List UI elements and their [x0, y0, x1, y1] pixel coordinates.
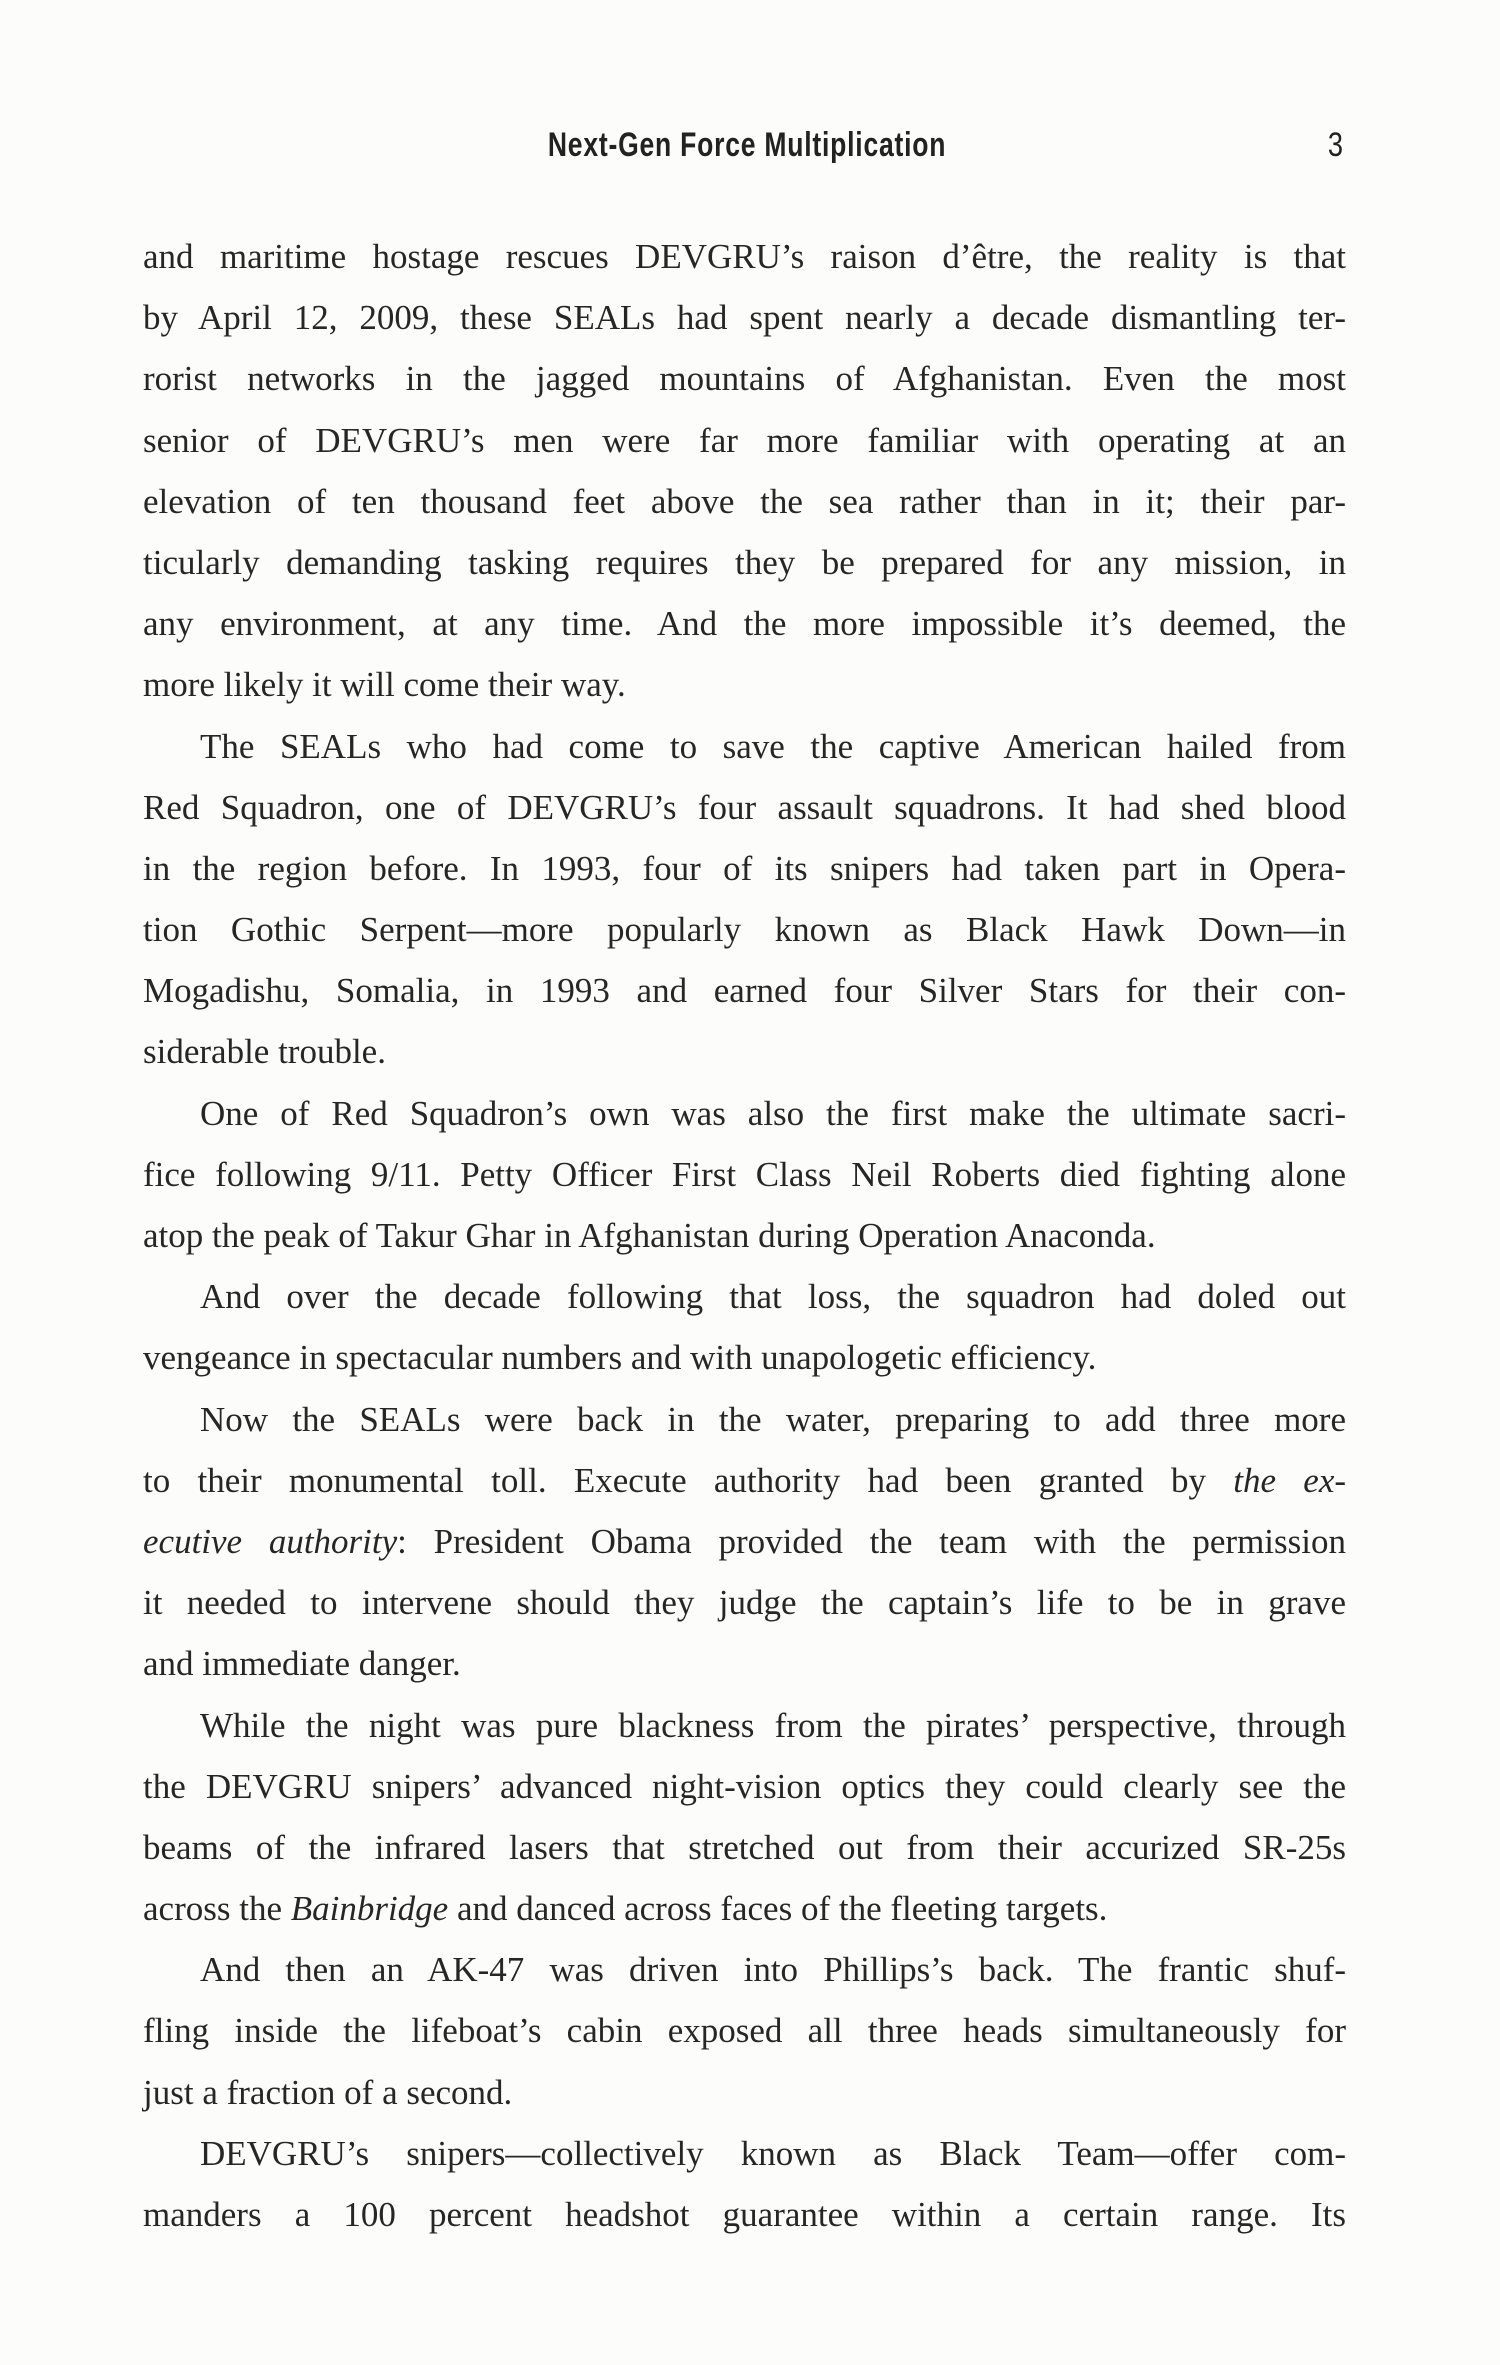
- paragraph: [143, 226, 1346, 716]
- text-line: [143, 287, 1346, 348]
- text-line: [143, 1511, 1346, 1572]
- text-segment: siderable trouble.: [143, 1032, 386, 1072]
- text-segment: fice following 9/11. Petty Officer First Class Neil Roberts died fighting alone: [143, 1154, 1346, 1194]
- text-line: [143, 410, 1346, 471]
- text-segment: Red Squadron, one of DEVGRU’s four assault squadrons. It had shed blood: [143, 787, 1346, 827]
- text-line: [143, 1021, 1346, 1082]
- text-line: [143, 1572, 1346, 1633]
- text-segment: in the region before. In 1993, four of its snipers had taken part in Opera-: [143, 848, 1346, 888]
- running-header: [0, 126, 1500, 172]
- text-segment: And then an AK-47 was driven into Phillips’s back. The frantic shuf-: [200, 1950, 1346, 1990]
- text-segment: Now the SEALs were back in the water, preparing to add three more: [200, 1399, 1346, 1439]
- text-segment: atop the peak of Takur Ghar in Afghanistan during Operation Anaconda.: [143, 1216, 1156, 1255]
- text-segment: rorist networks in the jagged mountains of Afghanistan. Even the most: [143, 359, 1346, 399]
- text-line: [143, 1878, 1346, 1939]
- text-segment: and danced across faces of the fleeting targets.: [448, 1889, 1108, 1929]
- text-line: [143, 1633, 1346, 1694]
- text-segment: and maritime hostage rescues DEVGRU’s raison d’être, the reality is that: [143, 237, 1346, 276]
- paragraph: [143, 1389, 1346, 1695]
- paragraph: [143, 1266, 1346, 1388]
- text-line: [143, 899, 1346, 960]
- text-line: [143, 226, 1346, 287]
- text-line: [143, 532, 1346, 593]
- text-segment: The SEALs who had come to save the captive American hailed from: [200, 726, 1346, 766]
- text-line: [143, 1327, 1346, 1388]
- text-segment: senior of DEVGRU’s men were far more familiar with operating at an: [143, 420, 1346, 460]
- text-segment: by April 12, 2009, these SEALs had spent nearly a decade dismantling ter-: [143, 298, 1346, 338]
- text-segment: : President Obama provided the team with the permission: [397, 1521, 1346, 1561]
- text-segment: tion Gothic Serpent—more popularly known as Black Hawk Down—in: [143, 910, 1346, 950]
- text-line: [143, 2000, 1346, 2061]
- chapter-title: Next-Gen Force Multiplication: [547, 126, 947, 164]
- text-segment: And over the decade following that loss, the squadron had doled out: [200, 1277, 1346, 1317]
- text-segment: DEVGRU’s snipers—collectively known as Black Team—offer com-: [200, 2133, 1346, 2173]
- text-segment: just a fraction of a second.: [143, 2072, 513, 2112]
- text-segment: it needed to intervene should they judge the captain’s life to be in grave: [143, 1583, 1346, 1623]
- text-segment: Mogadishu, Somalia, in 1993 and earned four Silver Stars for their con-: [143, 971, 1346, 1011]
- italic-text: the ex-: [1233, 1460, 1347, 1500]
- text-segment: fling inside the lifeboat’s cabin exposed all three heads simultaneously for: [143, 2011, 1346, 2051]
- text-line: [143, 1939, 1346, 2000]
- text-line: [143, 1756, 1346, 1817]
- text-segment: vengeance in spectacular numbers and with unapologetic efficiency.: [143, 1338, 1097, 1378]
- text-segment: the DEVGRU snipers’ advanced night-vision optics they could clearly see the: [143, 1766, 1346, 1806]
- text-line: [143, 838, 1346, 899]
- text-line: [143, 471, 1346, 532]
- text-segment: beams of the infrared lasers that stretched out from their accurized SR-25s: [143, 1827, 1346, 1867]
- text-segment: to their monumental toll. Execute authority had been granted by: [143, 1460, 1234, 1500]
- italic-text: ecutive authority: [143, 1521, 398, 1561]
- text-line: [143, 1695, 1346, 1756]
- text-segment: manders a 100 percent headshot guarantee within a certain range. Its: [143, 2195, 1346, 2234]
- text-line: [143, 1389, 1346, 1450]
- text-segment: across the: [143, 1889, 291, 1929]
- paragraph: [143, 1695, 1346, 1940]
- text-line: [143, 1817, 1346, 1878]
- page-number: 3: [1327, 126, 1344, 164]
- text-line: [143, 1083, 1346, 1144]
- text-line: [143, 593, 1346, 654]
- text-line: [143, 2123, 1346, 2184]
- text-line: [143, 716, 1346, 777]
- text-line: [143, 777, 1346, 838]
- text-segment: While the night was pure blackness from the pirates’ perspective, through: [200, 1705, 1346, 1745]
- paragraph: [143, 716, 1346, 1083]
- text-segment: more likely it will come their way.: [143, 665, 626, 705]
- text-segment: ticularly demanding tasking requires they be prepared for any mission, in: [143, 542, 1346, 582]
- text-line: [143, 654, 1346, 715]
- text-segment: elevation of ten thousand feet above the sea rather than in it; their par-: [143, 481, 1346, 521]
- text-segment: any environment, at any time. And the more impossible it’s deemed, the: [143, 604, 1346, 644]
- text-line: [143, 2062, 1346, 2123]
- text-line: [143, 1450, 1346, 1511]
- text-line: [143, 348, 1346, 409]
- text-segment: One of Red Squadron’s own was also the first make the ultimate sacri-: [200, 1093, 1346, 1133]
- text-line: [143, 960, 1346, 1021]
- body-text: [143, 226, 1346, 2245]
- paragraph: [143, 1083, 1346, 1267]
- paragraph: [143, 2123, 1346, 2245]
- text-line: [143, 2184, 1346, 2245]
- text-line: [143, 1266, 1346, 1327]
- paragraph: [143, 1939, 1346, 2123]
- italic-text: Bainbridge: [290, 1889, 449, 1929]
- text-segment: and immediate danger.: [143, 1644, 461, 1684]
- text-line: [143, 1144, 1346, 1205]
- text-line: [143, 1205, 1346, 1266]
